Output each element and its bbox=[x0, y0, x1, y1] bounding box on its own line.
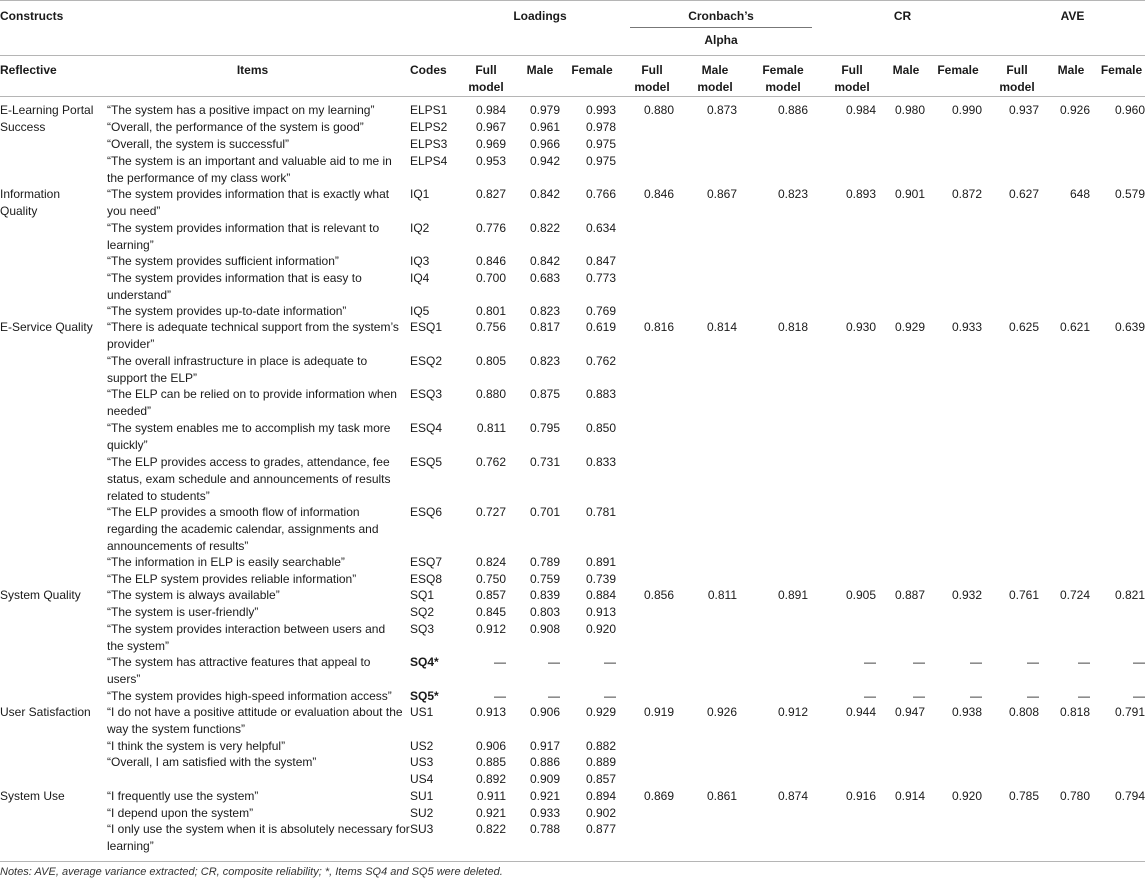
alpha-value: 0.823 bbox=[777, 187, 808, 201]
ave-value: 0.926 bbox=[1059, 103, 1090, 117]
item-code: SQ5* bbox=[410, 689, 439, 703]
ave-value: 0.818 bbox=[1059, 705, 1090, 719]
loading-value: 0.727 bbox=[475, 505, 506, 519]
loading-value: 0.885 bbox=[475, 755, 506, 769]
loading-value: 0.811 bbox=[476, 421, 506, 435]
loading-value: 0.847 bbox=[585, 254, 616, 268]
cr-value: 0.938 bbox=[951, 705, 982, 719]
cr-value: 0.933 bbox=[951, 320, 982, 334]
ave-value: 0.808 bbox=[1008, 705, 1039, 719]
loading-value: 0.984 bbox=[475, 103, 506, 117]
loading-value: 0.769 bbox=[585, 304, 616, 318]
loading-value: 0.993 bbox=[585, 103, 616, 117]
loading-value: 0.875 bbox=[529, 387, 560, 401]
loading-value: — bbox=[548, 655, 560, 669]
cr-value: — bbox=[913, 689, 925, 703]
loading-value: 0.894 bbox=[585, 789, 616, 803]
item-code: ESQ8 bbox=[410, 572, 443, 586]
item-code: ESQ7 bbox=[410, 555, 443, 569]
cr-value: 0.893 bbox=[845, 187, 876, 201]
cr-value: 0.887 bbox=[894, 588, 925, 602]
item-code: ESQ5 bbox=[410, 455, 443, 469]
construct-label: User Satisfaction bbox=[0, 705, 91, 719]
alpha-value: 0.912 bbox=[777, 705, 808, 719]
cr-value: — bbox=[913, 655, 925, 669]
loading-value: 0.701 bbox=[529, 505, 560, 519]
loading-value: 0.877 bbox=[585, 822, 616, 836]
header-cell: Alpha bbox=[704, 33, 738, 47]
loading-value: 0.801 bbox=[475, 304, 506, 318]
loading-value: 0.917 bbox=[529, 739, 560, 753]
loading-value: 0.823 bbox=[529, 304, 560, 318]
loading-value: 0.906 bbox=[529, 705, 560, 719]
ave-value: 0.821 bbox=[1114, 588, 1145, 602]
item-text: “Overall, I am satisfied with the system” bbox=[107, 755, 317, 769]
loading-value: 0.845 bbox=[475, 605, 506, 619]
loading-value: 0.839 bbox=[529, 588, 560, 602]
header-cell: Cronbach’s bbox=[688, 9, 754, 23]
item-text: “The system provides information that is easy to understand” bbox=[107, 271, 362, 302]
header-cell: Loadings bbox=[513, 9, 567, 23]
item-text: “The system is always available” bbox=[107, 588, 280, 602]
ave-value: 0.785 bbox=[1008, 789, 1039, 803]
loading-value: 0.739 bbox=[585, 572, 616, 586]
loading-value: 0.892 bbox=[475, 772, 506, 786]
loading-value: — bbox=[494, 689, 506, 703]
loading-value: 0.857 bbox=[475, 588, 506, 602]
header-cell: Full model bbox=[634, 63, 670, 94]
alpha-value: 0.869 bbox=[643, 789, 674, 803]
loading-value: 0.788 bbox=[529, 822, 560, 836]
loading-value: 0.842 bbox=[529, 187, 560, 201]
item-code: ESQ2 bbox=[410, 354, 443, 368]
header-cell: Full model bbox=[468, 63, 504, 94]
ave-value: — bbox=[1133, 689, 1145, 703]
loading-value: 0.921 bbox=[529, 789, 560, 803]
loading-value: 0.846 bbox=[475, 254, 506, 268]
cr-value: 0.930 bbox=[845, 320, 876, 334]
header-rule bbox=[0, 55, 1145, 56]
loading-value: 0.880 bbox=[475, 387, 506, 401]
cr-value: — bbox=[970, 655, 982, 669]
cr-value: 0.872 bbox=[951, 187, 982, 201]
loading-value: 0.929 bbox=[585, 705, 616, 719]
item-code: IQ3 bbox=[410, 254, 430, 268]
item-code: ELPS1 bbox=[410, 103, 448, 117]
table-top-rule bbox=[0, 0, 1145, 1]
item-text: “The system has attractive features that appeal to users” bbox=[107, 655, 371, 686]
item-code: IQ2 bbox=[410, 221, 430, 235]
alpha-value: 0.886 bbox=[777, 103, 808, 117]
loading-value: 0.756 bbox=[475, 320, 506, 334]
item-code: SQ4* bbox=[410, 655, 439, 669]
item-code: ESQ1 bbox=[410, 320, 443, 334]
cr-value: 0.932 bbox=[951, 588, 982, 602]
item-code: SU2 bbox=[410, 806, 434, 820]
loading-value: 0.921 bbox=[475, 806, 506, 820]
ave-value: 0.621 bbox=[1059, 320, 1090, 334]
header-cell: Female model bbox=[762, 63, 804, 94]
loading-value: 0.766 bbox=[585, 187, 616, 201]
alpha-value: 0.856 bbox=[643, 588, 674, 602]
ave-value: 0.627 bbox=[1008, 187, 1039, 201]
alpha-header-rule bbox=[630, 27, 812, 28]
construct-label: E-Service Quality bbox=[0, 320, 93, 334]
item-code: ELPS4 bbox=[410, 154, 448, 168]
loading-value: 0.920 bbox=[585, 622, 616, 636]
header-cell: Reflective bbox=[0, 63, 57, 77]
header-cell: Constructs bbox=[0, 9, 64, 23]
item-text: “The ELP provides access to grades, attendance, fee status, exam schedule and announcements of results related to students” bbox=[107, 455, 391, 503]
header-cell: Female bbox=[937, 63, 979, 77]
item-code: US1 bbox=[410, 705, 434, 719]
alpha-value: 0.919 bbox=[643, 705, 674, 719]
subheader-rule bbox=[0, 96, 1145, 97]
item-text: “There is adequate technical support from the system’s provider” bbox=[107, 320, 399, 351]
ave-value: — bbox=[1027, 655, 1039, 669]
loading-value: 0.902 bbox=[585, 806, 616, 820]
item-text: “The system provides information that is relevant to learning” bbox=[107, 221, 380, 252]
header-cell: Female bbox=[571, 63, 613, 77]
header-cell: CR bbox=[893, 9, 912, 23]
cr-value: 0.944 bbox=[845, 705, 876, 719]
item-code: ELPS2 bbox=[410, 120, 448, 134]
header-cell: Items bbox=[236, 63, 269, 77]
loading-value: 0.908 bbox=[529, 622, 560, 636]
loading-value: — bbox=[548, 689, 560, 703]
ave-value: 0.625 bbox=[1008, 320, 1039, 334]
alpha-value: 0.861 bbox=[706, 789, 737, 803]
item-text: “The system provides interaction between users and the system” bbox=[107, 622, 386, 653]
loading-value: 0.966 bbox=[529, 137, 560, 151]
loading-value: 0.731 bbox=[529, 455, 560, 469]
loading-value: — bbox=[604, 655, 616, 669]
loading-value: 0.967 bbox=[475, 120, 506, 134]
loading-value: 0.803 bbox=[529, 605, 560, 619]
item-text: “The ELP provides a smooth flow of information regarding the academic calendar, assignments and announcements of results” bbox=[107, 505, 379, 553]
loading-value: 0.913 bbox=[585, 605, 616, 619]
header-cell: AVE bbox=[1060, 9, 1085, 23]
alpha-value: 0.816 bbox=[643, 320, 674, 334]
alpha-value: 0.811 bbox=[707, 588, 737, 602]
cr-value: 0.905 bbox=[845, 588, 876, 602]
ave-value: — bbox=[1078, 655, 1090, 669]
cr-value: 0.947 bbox=[894, 705, 925, 719]
loading-value: 0.883 bbox=[585, 387, 616, 401]
loading-value: 0.891 bbox=[585, 555, 616, 569]
loading-value: 0.978 bbox=[585, 120, 616, 134]
cr-value: 0.920 bbox=[951, 789, 982, 803]
item-code: ELPS3 bbox=[410, 137, 448, 151]
loading-value: 0.842 bbox=[529, 254, 560, 268]
loading-value: 0.634 bbox=[585, 221, 616, 235]
loading-value: 0.762 bbox=[475, 455, 506, 469]
loading-value: 0.857 bbox=[585, 772, 616, 786]
loading-value: 0.805 bbox=[475, 354, 506, 368]
construct-label: E-Learning Portal Success bbox=[0, 103, 94, 134]
item-text: “I do not have a positive attitude or evaluation about the way the system functions” bbox=[107, 705, 403, 736]
ave-value: 648 bbox=[1069, 187, 1090, 201]
item-code: SU1 bbox=[410, 789, 434, 803]
item-code: SU3 bbox=[410, 822, 434, 836]
loading-value: 0.759 bbox=[529, 572, 560, 586]
loading-value: 0.776 bbox=[475, 221, 506, 235]
item-code: IQ4 bbox=[410, 271, 430, 285]
ave-value: — bbox=[1133, 655, 1145, 669]
loading-value: 0.795 bbox=[529, 421, 560, 435]
cr-value: — bbox=[970, 689, 982, 703]
construct-label: Information Quality bbox=[0, 187, 61, 218]
item-code: ESQ6 bbox=[410, 505, 443, 519]
cr-value: 0.916 bbox=[845, 789, 876, 803]
loading-value: 0.906 bbox=[475, 739, 506, 753]
cr-value: — bbox=[864, 689, 876, 703]
loading-value: — bbox=[494, 655, 506, 669]
loading-value: 0.911 bbox=[476, 789, 506, 803]
item-text: “The system is an important and valuable aid to me in the performance of my class work” bbox=[107, 154, 392, 185]
item-text: “The overall infrastructure in place is adequate to support the ELP” bbox=[107, 354, 368, 385]
ave-value: 0.960 bbox=[1114, 103, 1145, 117]
header-cell: Male bbox=[892, 63, 920, 77]
ave-value: 0.937 bbox=[1008, 103, 1039, 117]
header-cell: Full model bbox=[834, 63, 870, 94]
item-code: IQ5 bbox=[410, 304, 430, 318]
loading-value: 0.909 bbox=[529, 772, 560, 786]
loading-value: 0.979 bbox=[529, 103, 560, 117]
loading-value: 0.619 bbox=[585, 320, 616, 334]
construct-label: System Use bbox=[0, 789, 65, 803]
ave-value: 0.794 bbox=[1114, 789, 1145, 803]
loading-value: — bbox=[604, 689, 616, 703]
loading-value: 0.762 bbox=[585, 354, 616, 368]
item-text: “Overall, the performance of the system is good” bbox=[107, 120, 364, 134]
loading-value: 0.789 bbox=[529, 555, 560, 569]
loading-value: 0.827 bbox=[475, 187, 506, 201]
alpha-value: 0.874 bbox=[777, 789, 808, 803]
alpha-value: 0.873 bbox=[706, 103, 737, 117]
item-code: ESQ3 bbox=[410, 387, 443, 401]
cr-value: 0.929 bbox=[894, 320, 925, 334]
ave-value: 0.724 bbox=[1059, 588, 1090, 602]
loading-value: 0.953 bbox=[475, 154, 506, 168]
header-cell: Male bbox=[526, 63, 554, 77]
loading-value: 0.822 bbox=[529, 221, 560, 235]
alpha-value: 0.867 bbox=[706, 187, 737, 201]
loading-value: 0.823 bbox=[529, 354, 560, 368]
item-text: “I depend upon the system” bbox=[107, 806, 254, 820]
loading-value: 0.969 bbox=[475, 137, 506, 151]
loading-value: 0.773 bbox=[585, 271, 616, 285]
loading-value: 0.824 bbox=[475, 555, 506, 569]
ave-value: — bbox=[1078, 689, 1090, 703]
cr-value: 0.990 bbox=[951, 103, 982, 117]
item-code: US2 bbox=[410, 739, 434, 753]
item-text: “The system provides information that is exactly what you need” bbox=[107, 187, 390, 218]
item-text: “The ELP system provides reliable information” bbox=[107, 572, 357, 586]
loading-value: 0.833 bbox=[585, 455, 616, 469]
item-code: SQ2 bbox=[410, 605, 435, 619]
item-text: “I think the system is very helpful” bbox=[107, 739, 286, 753]
item-text: “I only use the system when it is absolutely necessary for learning” bbox=[107, 822, 410, 853]
item-text: “The system provides high-speed information access” bbox=[107, 689, 392, 703]
cr-value: 0.980 bbox=[894, 103, 925, 117]
alpha-value: 0.814 bbox=[706, 320, 737, 334]
item-code: IQ1 bbox=[410, 187, 430, 201]
loading-value: 0.889 bbox=[585, 755, 616, 769]
loading-value: 0.942 bbox=[529, 154, 560, 168]
loading-value: 0.700 bbox=[475, 271, 506, 285]
loading-value: 0.817 bbox=[529, 320, 560, 334]
loading-value: 0.961 bbox=[529, 120, 560, 134]
header-cell: Female bbox=[1100, 63, 1143, 77]
ave-value: — bbox=[1027, 689, 1039, 703]
item-text: “I frequently use the system” bbox=[107, 789, 259, 803]
ave-value: 0.791 bbox=[1114, 705, 1145, 719]
loading-value: 0.913 bbox=[475, 705, 506, 719]
cr-value: — bbox=[864, 655, 876, 669]
item-text: “The system has a positive impact on my learning” bbox=[107, 103, 375, 117]
table-bottom-rule bbox=[0, 861, 1145, 862]
loading-value: 0.781 bbox=[585, 505, 616, 519]
item-code: US3 bbox=[410, 755, 434, 769]
construct-label: System Quality bbox=[0, 588, 81, 602]
item-text: “The system is user-friendly” bbox=[107, 605, 259, 619]
ave-value: 0.780 bbox=[1059, 789, 1090, 803]
item-text: “The ELP can be relied on to provide information when needed” bbox=[107, 387, 397, 418]
item-text: “The system enables me to accomplish my task more quickly” bbox=[107, 421, 391, 452]
loading-value: 0.975 bbox=[585, 137, 616, 151]
cr-value: 0.984 bbox=[845, 103, 876, 117]
loading-value: 0.822 bbox=[475, 822, 506, 836]
ave-value: 0.761 bbox=[1008, 588, 1039, 602]
header-cell: Male model bbox=[697, 63, 733, 94]
loading-value: 0.750 bbox=[475, 572, 506, 586]
loading-value: 0.683 bbox=[529, 271, 560, 285]
item-code: ESQ4 bbox=[410, 421, 443, 435]
alpha-value: 0.818 bbox=[777, 320, 808, 334]
loading-value: 0.912 bbox=[475, 622, 506, 636]
alpha-value: 0.846 bbox=[643, 187, 674, 201]
item-code: SQ3 bbox=[410, 622, 435, 636]
header-cell: Codes bbox=[410, 63, 447, 77]
item-text: “The information in ELP is easily searchable” bbox=[107, 555, 345, 569]
loading-value: 0.886 bbox=[529, 755, 560, 769]
loading-value: 0.884 bbox=[585, 588, 616, 602]
header-cell: Male bbox=[1057, 63, 1085, 77]
item-text: “The system provides sufficient information” bbox=[107, 254, 339, 268]
item-text: “The system provides up-to-date information” bbox=[107, 304, 347, 318]
cr-value: 0.914 bbox=[894, 789, 925, 803]
ave-value: 0.639 bbox=[1114, 320, 1145, 334]
alpha-value: 0.926 bbox=[706, 705, 737, 719]
ave-value: 0.579 bbox=[1114, 187, 1145, 201]
header-cell: Full model bbox=[999, 63, 1035, 94]
loading-value: 0.933 bbox=[529, 806, 560, 820]
alpha-value: 0.891 bbox=[777, 588, 808, 602]
loading-value: 0.882 bbox=[585, 739, 616, 753]
alpha-value: 0.880 bbox=[643, 103, 674, 117]
item-code: US4 bbox=[410, 772, 434, 786]
loading-value: 0.975 bbox=[585, 154, 616, 168]
loading-value: 0.850 bbox=[585, 421, 616, 435]
table-notes: Notes: AVE, average variance extracted; CR, composite reliability; *, Items SQ4 and SQ5 were deleted. bbox=[0, 866, 503, 878]
cr-value: 0.901 bbox=[894, 187, 925, 201]
item-code: SQ1 bbox=[410, 588, 435, 602]
item-text: “Overall, the system is successful” bbox=[107, 137, 290, 151]
